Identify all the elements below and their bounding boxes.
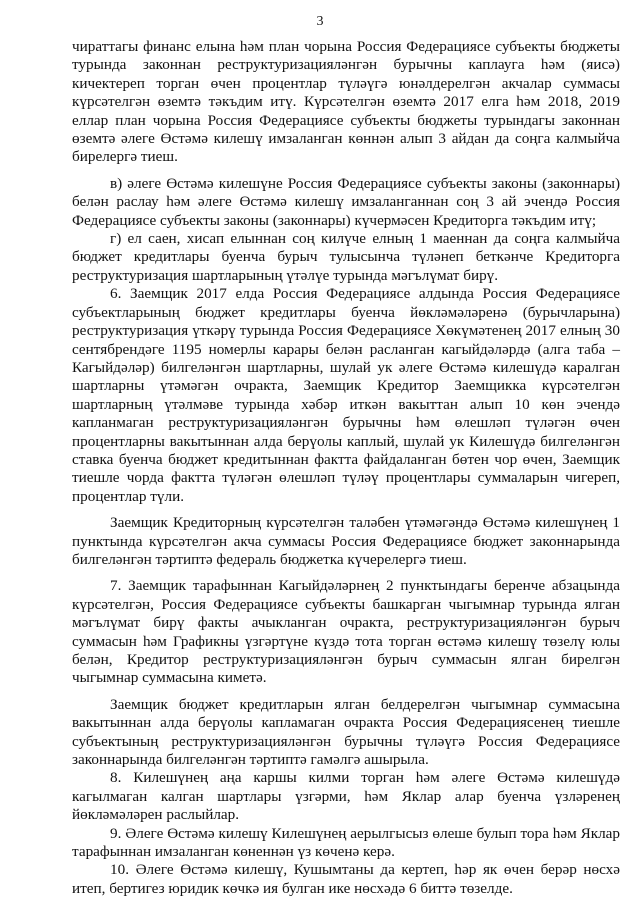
paragraph-clause-6: 6. Заемщик 2017 елда Россия Федерациясе алдында Россия Федерациясе субъектларының бюджет кредитлары буенча йөкләмәләренә (бурычларына) реструктуризация үткәрү турында Россия Федерациясе Хөкүмәтенең 2017 елның 30 сентябрендәге 1195 номерлы карары белән расланган кагыйдәләрдә (алга таба – Кагыйдәләр) билгеләнгән шартларны, шулай ук әлеге Өстәмә килешүдә каралган шартларны үтәмәгән очракта, Заемщик Кредитор Заемщикка күрсәтелгән шартларның үтәлмәве турында хәбәр иткән вакыттан алып 10 көн эчендә капланмаган реструктуризацияләнгән бурычны һәм өлешләп түләгән өчен процентларны вакытыннан алда берүолы каплый, шулай ук Килешүдә билгеләнгән ставка буенча бюджет кредитыннан фактта файдаланган бөтен чор өчен, Заемщик тиешле чорда фактта түләгән өлешләп түләү процентлары суммаларын чигереп, процентлар түли. bbox=[72, 285, 620, 505]
page-number: 3 bbox=[316, 14, 324, 29]
document-body bbox=[72, 38, 620, 898]
paragraph-continuation: чираттагы финанс елына һәм план чорына Россия Федерациясе субъекты бюджеты турында законнан реструктуризацияләнгән бурычны каплауга һәм (яисә) кичектереп торган өчен процентлар түләүгә юнәлдерелгән акчалар суммасы күрсәтелгән өземтә тәкъдим итү. Күрсәтелгән өземтә 2017 елга һәм 2018, 2019 еллар план чорына Россия Федерациясе субъекты бюджеты турындагы законнан өземтә әлеге Өстәмә килешү имзаланган көннән алып 3 айдан да соңга калмыйча бирелергә тиеш. bbox=[72, 38, 620, 166]
paragraph-item-v: в) әлеге Өстәмә килешүне Россия Федерациясе субъекты законы (законнары) белән раслау һәм әлеге Өстәмә килешү имзаланганнан соң 3 ай эчендә Россия Федерациясе субъекты законы (законнары) күчермәсен Кредиторга тәкъдим итү; bbox=[72, 174, 620, 229]
paragraph-clause-9: 9. Әлеге Өстәмә килешү Килешүнең аерылгысыз өлеше булып тора һәм Яклар тарафыннан имзаланган көненнән үз көченә керә. bbox=[72, 824, 620, 861]
paragraph-clause-7-note: Заемщик бюджет кредитларын ялган белдерелгән чыгымнар суммасына вакытыннан алда берүолы капламаган очракта Россия Федерациясенең тиешле субъектының реструктуризацияләнгән бурычны түләүгә Россия Федерациясе законнарында билгеләнгән тәртиптә гамәлгә ашырыла. bbox=[72, 695, 620, 769]
paragraph-clause-8: 8. Килешүнең аңа каршы килми торган һәм әлеге Өстәмә килешүдә кагылмаган калган шартлары үзгәрми, һәм Яклар алар буенча үзләренең йөкләмәләрен раслыйлар. bbox=[72, 769, 620, 824]
paragraph-clause-10: 10. Әлеге Өстәмә килешү, Кушымтаны да кертеп, һәр як өчен берәр нөсхә итеп, бертигез юридик көчкә ия булган ике нөсхәдә 6 биттә төзелде. bbox=[72, 861, 620, 897]
paragraph-item-g: г) ел саен, хисап елыннан соң килүче елның 1 маеннан да соңга калмыйча бюджет кредитлары буенча бурыч тулысынча түләнеп беткәнче Кредиторга реструктуризация шартларының үтәлүе турында мәгълүмат бирү. bbox=[72, 230, 620, 284]
paragraph-clause-6-note: Заемщик Кредиторның күрсәтелгән таләбен үтәмәгәндә Өстәмә килешүнең 1 пунктында күрсәтелгән акча суммасы Россия Федерациясе бюджет законнарында билгеләнгән тәртиптә федераль бюджетка күчерелергә тиеш. bbox=[72, 514, 620, 568]
paragraph-clause-7: 7. Заемщик тарафыннан Кагыйдәләрнең 2 пунктындагы беренче абзацында күрсәтелгән, Россия Федерациясе субъекты башкарган чыгымнар турында ялган мәгълүмат бирү факты ачыкланган очракта, реструктуризацияләнгән бурыч суммасын һәм Графикны үзгәртүне күздә тота торган өстәмә килешү төзелү юлы белән, Кредитор реструктуризацияләнгән бурыч суммасын ялган бирелгән чыгымнар суммасына киметә. bbox=[72, 577, 620, 687]
